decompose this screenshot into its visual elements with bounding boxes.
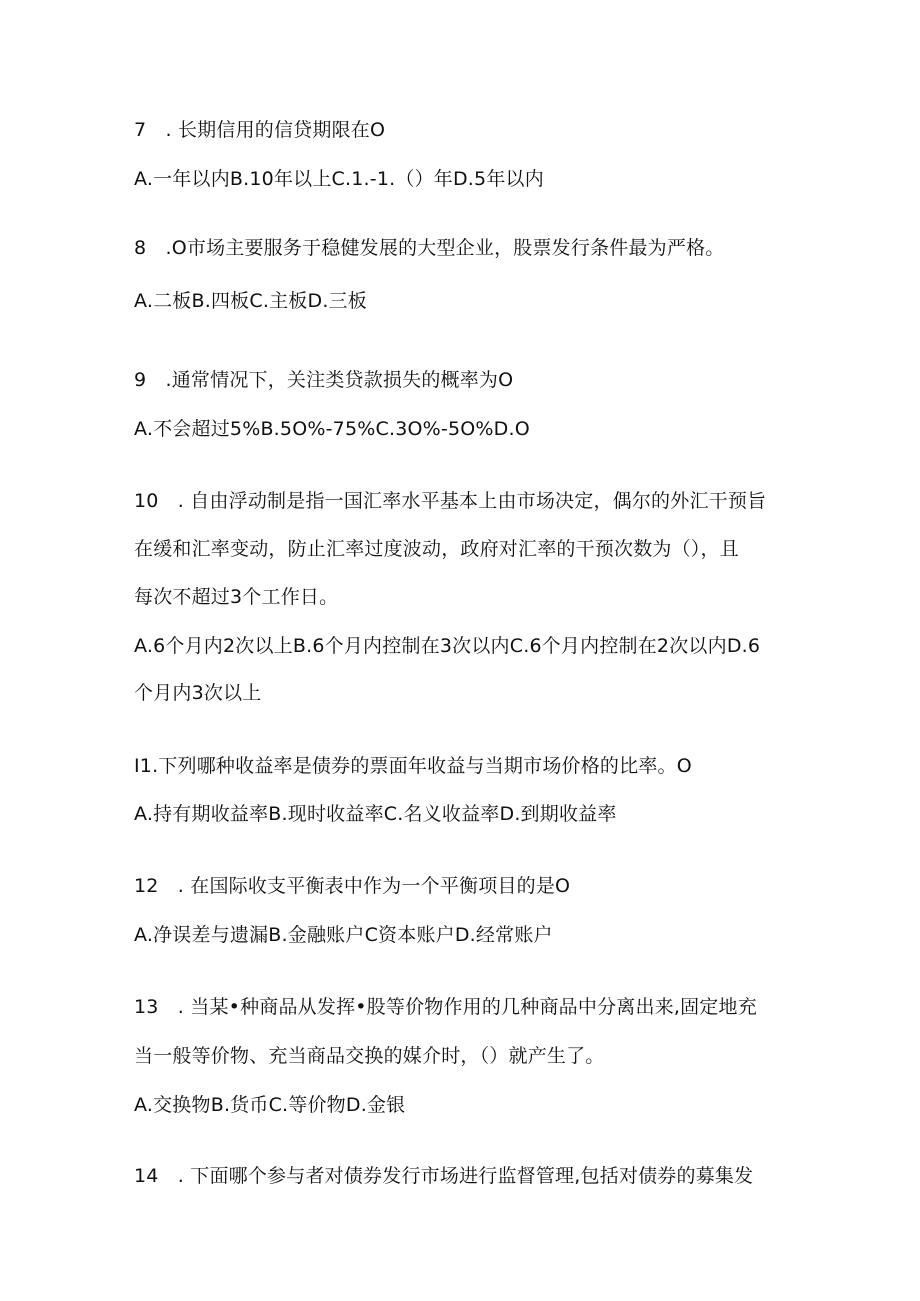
question-14-stem: 14 . 下面哪个参与者对债券发行市场进行监督管理,包括对债券的募集发 xyxy=(134,1165,754,1187)
question-10-options-line-1: A.6个月内2次以上B.6个月内控制在3次以内C.6个月内控制在2次以内D.6 xyxy=(134,635,761,657)
question-7-stem: 7 . 长期信用的信贷期限在O xyxy=(134,119,386,141)
question-13-options: A.交换物B.货币C.等价物D.金银 xyxy=(134,1094,406,1116)
question-9-options: A.不会超过5%B.5O%-75%C.3O%-5O%D.O xyxy=(134,418,530,440)
question-12-options: A.净误差与遗漏B.金融账户C资本账户D.经常账户 xyxy=(134,924,553,946)
question-8-options: A.二板B.四板C.主板D.三板 xyxy=(134,290,367,312)
question-13-stem-line-2: 当一般等价物、充当商品交换的媒介时，（）就产生了。 xyxy=(134,1045,605,1067)
question-7-options: A.一年以内B.10年以上C.1.-1.（）年D.5年以内 xyxy=(134,168,544,190)
question-10-stem-line-1: 10 . 自由浮动制是指一国汇率水平基本上由市场决定，偶尔的外汇干预旨 xyxy=(134,490,767,512)
question-13-stem-line-1: 13 . 当某•种商品从发挥•股等价物作用的几种商品中分离出来,固定地充 xyxy=(134,996,757,1018)
question-9-stem: 9 .通常情况下，关注类贷款损失的概率为O xyxy=(134,369,514,391)
question-12-stem: 12 . 在国际收支平衡表中作为一个平衡项目的是O xyxy=(134,875,571,897)
question-10-stem-line-2: 在缓和汇率变动，防止汇率过度波动，政府对汇率的干预次数为（），且 xyxy=(134,538,739,560)
question-11-stem: I1.下列哪种收益率是债券的票面年收益与当期市场价格的比率。O xyxy=(134,755,692,777)
question-11-options: A.持有期收益率B.现时收益率C.名义收益率D.到期收益率 xyxy=(134,803,617,825)
question-10-options-line-2: 个月内3次以上 xyxy=(134,682,262,704)
question-8-stem: 8 .O市场主要服务于稳健发展的大型企业，股票发行条件最为严格。 xyxy=(134,237,725,259)
question-10-stem-line-3: 每次不超过3个工作日。 xyxy=(134,586,339,608)
